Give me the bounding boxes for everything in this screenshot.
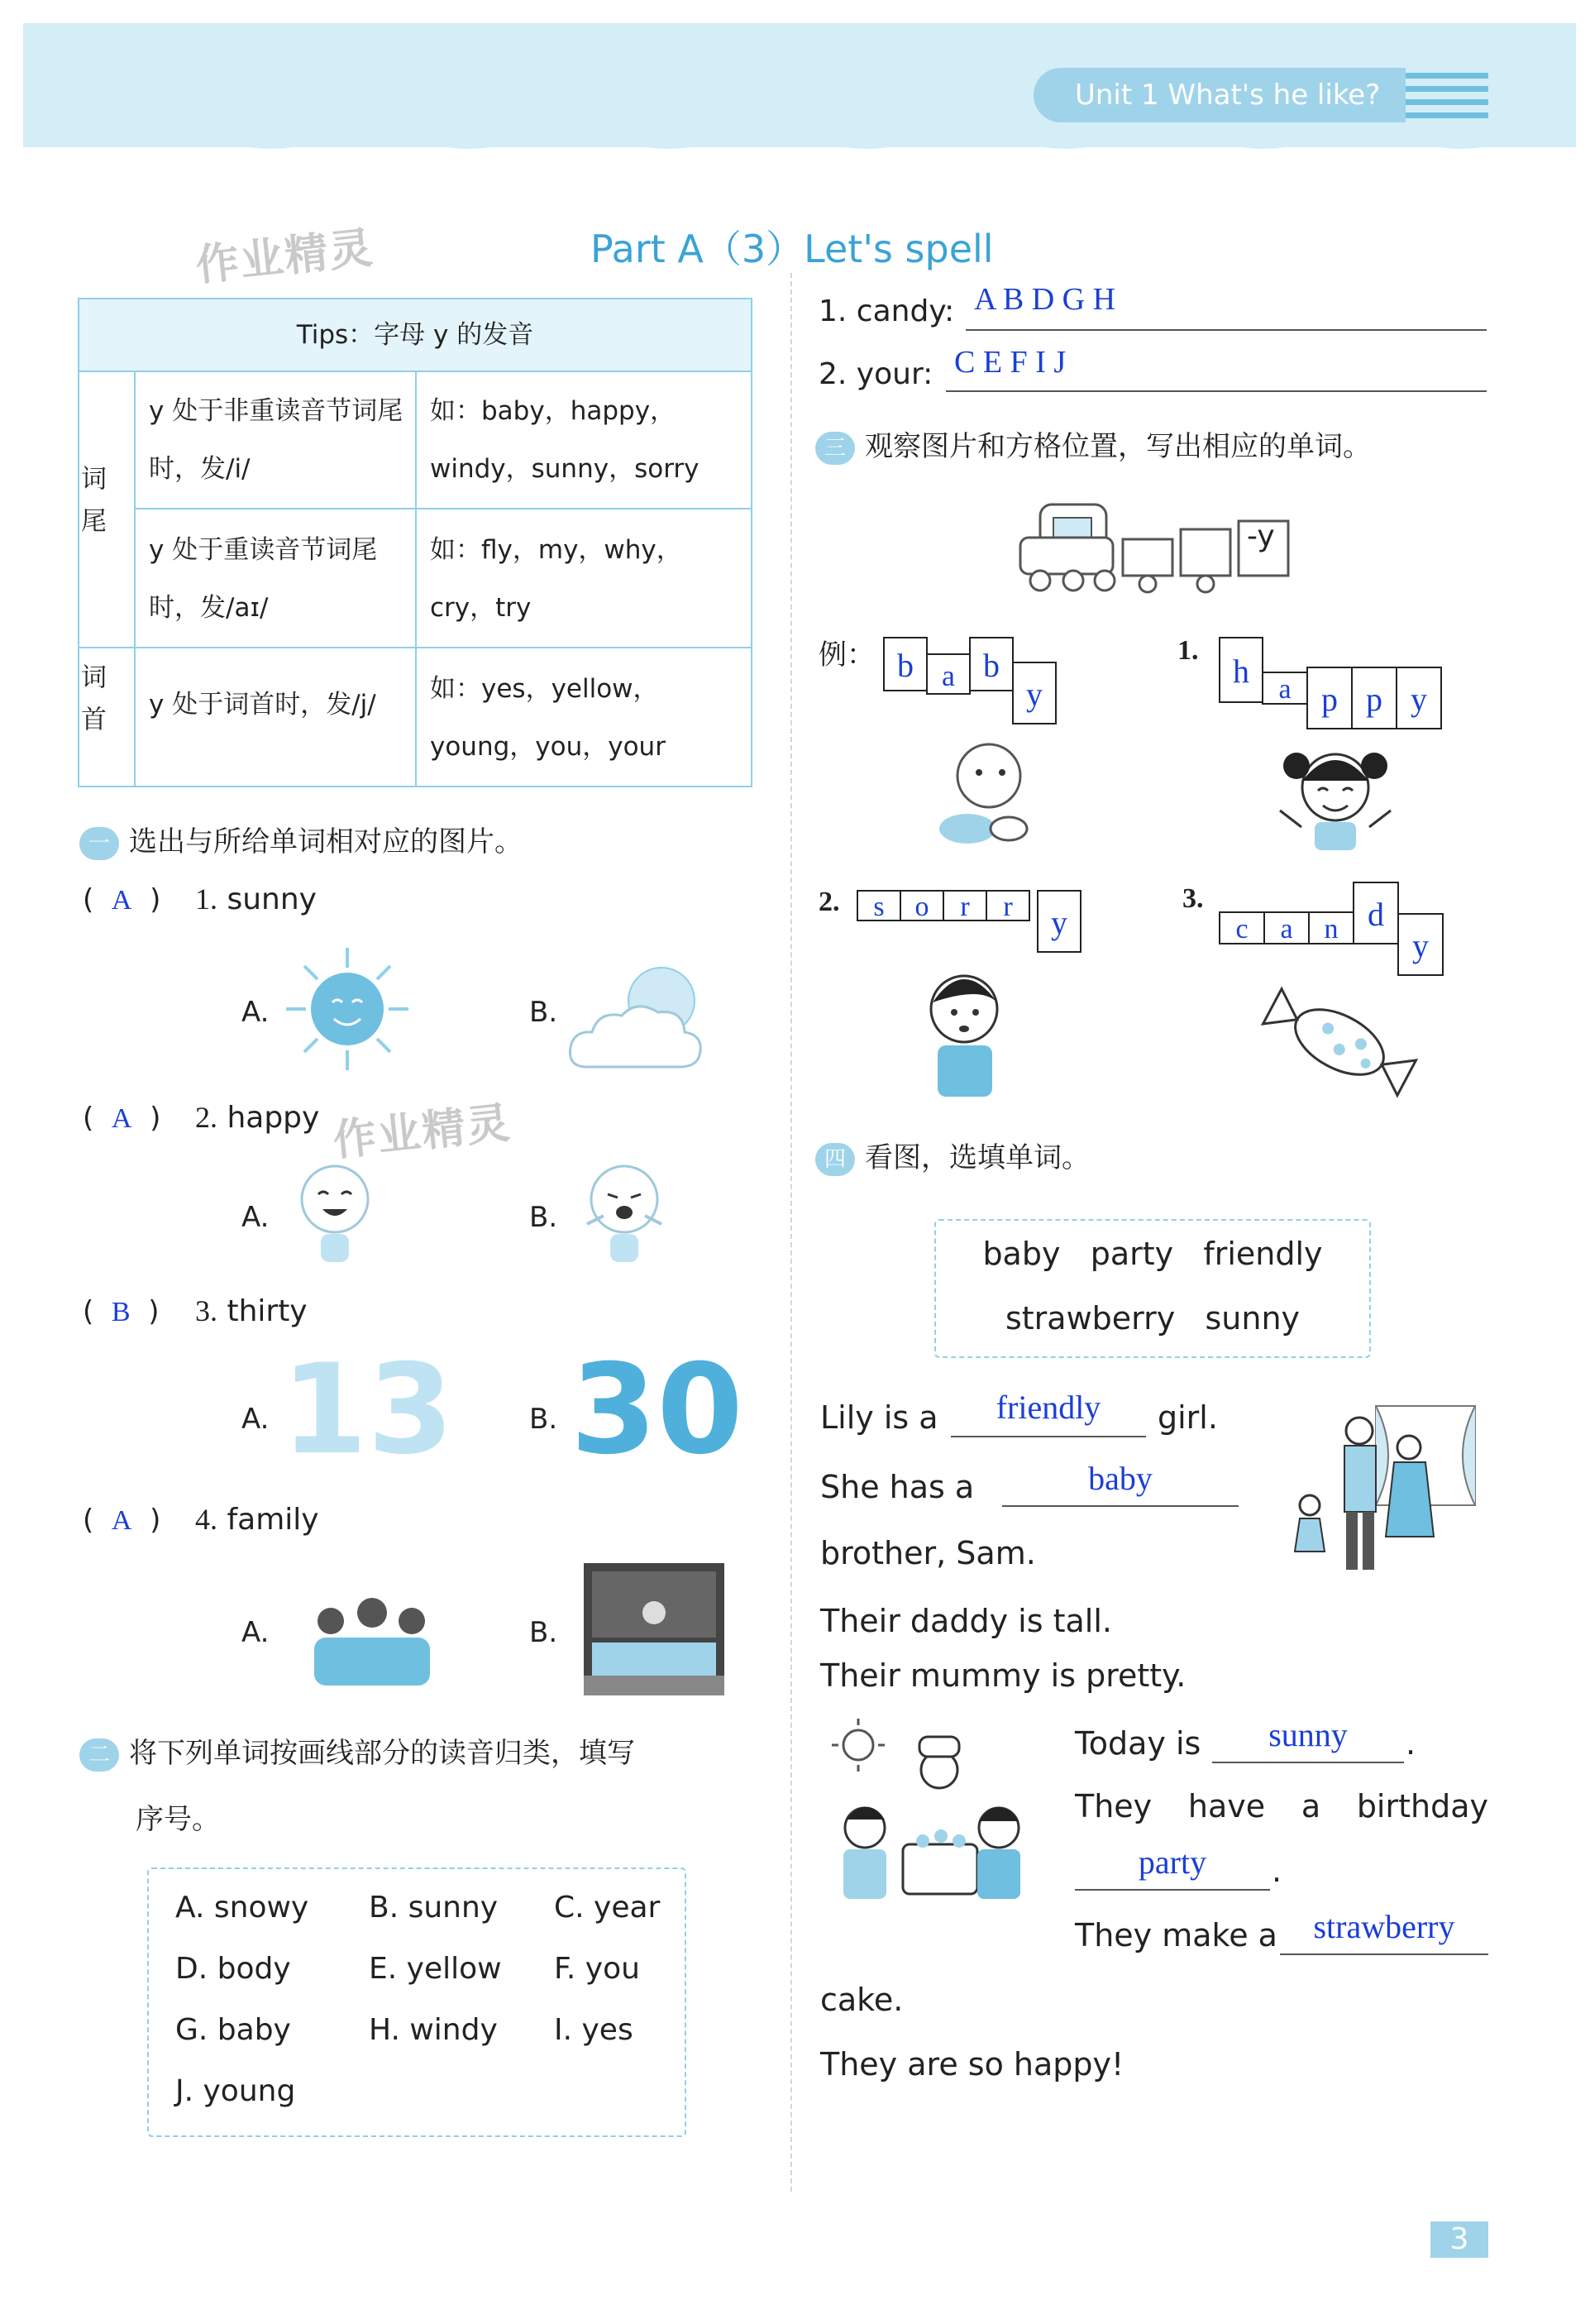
family-photo-icon xyxy=(306,1588,438,1687)
letter-box: p xyxy=(1351,667,1397,729)
answer-line xyxy=(1075,1889,1270,1891)
s6-answer: party xyxy=(1138,1843,1207,1881)
tips-rule-1: y 处于非重读音节词尾时，发/i/ xyxy=(149,396,403,484)
answer-line xyxy=(1280,1953,1488,1955)
tips-group-end: 词尾 xyxy=(76,465,106,549)
example-label: 例： xyxy=(819,638,875,672)
candy-answer: A B D G H xyxy=(974,282,1116,317)
answer-line xyxy=(946,390,1487,392)
candy-icon xyxy=(1257,984,1422,1100)
word-d: D. body xyxy=(175,1952,291,1986)
word-b: B. sunny xyxy=(369,1891,499,1925)
section2-instruction-1: 将下列单词按画线部分的读音归类，填写 xyxy=(129,1737,635,1770)
s1-post: girl. xyxy=(1158,1399,1218,1436)
column-divider xyxy=(790,273,792,2192)
crying-baby-icon xyxy=(571,1158,678,1274)
option-a-label: A. xyxy=(241,1403,270,1436)
letter-box: n xyxy=(1308,911,1354,944)
s7-post: cake. xyxy=(820,1982,904,2018)
baby-crawling-icon xyxy=(934,736,1042,852)
tips-rule-2: y 处于重读音节词尾时，发/aɪ/ xyxy=(149,535,378,623)
letter-box: h xyxy=(1219,637,1263,703)
bank-line-1: baby party friendly xyxy=(982,1236,1323,1272)
section3-instruction: 观察图片和方格位置，写出相应的单词。 xyxy=(865,430,1371,463)
tips-rule-3: y 处于词首时，发/j/ xyxy=(149,690,376,720)
letter-box: a xyxy=(1262,672,1308,705)
s4: Their mummy is pretty. xyxy=(820,1657,1187,1694)
family-scene-icon xyxy=(1285,1398,1483,1588)
answer-paren: ( A ) xyxy=(83,1102,161,1135)
period: . xyxy=(1272,1853,1282,1889)
letter-box: a xyxy=(1263,911,1310,944)
section4-instruction: 看图，选填单词。 xyxy=(865,1141,1090,1174)
s5-pre: Today is xyxy=(1075,1725,1201,1762)
section4-badge: 四 xyxy=(815,1143,855,1176)
period: . xyxy=(1406,1725,1416,1762)
watermark: 作业精灵 xyxy=(193,222,377,292)
tips-example-2: 如：fly，my，why，cry，try xyxy=(430,535,682,623)
option-b-label: B. xyxy=(529,1616,558,1649)
wave-decoration xyxy=(23,132,1576,165)
word-h: H. windy xyxy=(369,2013,498,2047)
answer-1: A xyxy=(111,885,132,916)
classroom-photo-icon xyxy=(584,1563,724,1695)
word-c: C. year xyxy=(554,1891,661,1925)
item-3: 3. thirty xyxy=(195,1294,308,1328)
s7-answer: strawberry xyxy=(1313,1908,1455,1945)
sorry-boy-icon xyxy=(913,959,1020,1100)
answer-line xyxy=(1212,1762,1404,1763)
answer-line xyxy=(951,1436,1146,1437)
letter-box: y xyxy=(1037,890,1081,953)
word-f: F. you xyxy=(554,1952,640,1986)
tips-group-start: 词首 xyxy=(76,663,106,748)
s7-pre: They make a xyxy=(1075,1917,1277,1953)
word-i: I. yes xyxy=(554,2013,633,2047)
laughing-baby-icon xyxy=(281,1158,389,1274)
unit-label: Unit 1 What's he like? xyxy=(1034,68,1406,122)
tips-table xyxy=(78,298,752,787)
word-e: E. yellow xyxy=(369,1952,502,1986)
happy-girl-icon xyxy=(1265,736,1406,852)
page-number: 3 xyxy=(1430,2221,1488,2258)
letter-box: y xyxy=(1397,913,1444,976)
letter-box: r xyxy=(986,890,1030,921)
section1-heading xyxy=(79,819,523,860)
section2-instruction-2: 序号。 xyxy=(136,1803,220,1836)
s5-answer: sunny xyxy=(1268,1716,1348,1753)
option-a-label: A. xyxy=(241,1616,270,1649)
page-title: Part A（3）Let's spell xyxy=(590,227,994,271)
header-stripe xyxy=(1406,86,1488,92)
header-stripe xyxy=(1406,99,1488,105)
section2-badge: 二 xyxy=(79,1738,119,1772)
bank-line-2: strawberry sunny xyxy=(1005,1300,1301,1337)
section4-heading xyxy=(815,1135,1090,1176)
item-2: 2. happy xyxy=(195,1101,320,1135)
answer-paren: ( A ) xyxy=(83,883,161,916)
birthday-party-icon xyxy=(824,1712,1055,1910)
q2-number: 2. xyxy=(819,887,840,917)
option-a-label: A. xyxy=(241,996,270,1029)
letter-box: y xyxy=(1396,667,1442,729)
letter-box: c xyxy=(1219,911,1265,944)
letter-box: b xyxy=(969,637,1014,691)
answer-line xyxy=(1002,1505,1239,1507)
letter-box: d xyxy=(1353,882,1399,944)
answer-2: A xyxy=(111,1103,132,1134)
letter-box: s xyxy=(857,890,901,921)
word-j: J. young xyxy=(175,2074,296,2108)
your-label: 2. your: xyxy=(819,357,933,391)
letter-box: a xyxy=(926,653,971,695)
train-suffix-label: -y xyxy=(1247,519,1275,553)
item-4: 4. family xyxy=(195,1503,319,1537)
s2-post: brother, Sam. xyxy=(820,1535,1036,1571)
s6-pre: They have a birthday xyxy=(1075,1788,1488,1824)
q1-number: 1. xyxy=(1177,635,1199,666)
s8: They are so happy! xyxy=(820,2046,1124,2083)
answer-paren: ( A ) xyxy=(83,1504,161,1537)
header-stripe xyxy=(1406,112,1488,118)
section2-heading xyxy=(79,1730,635,1772)
answer-4: A xyxy=(111,1505,132,1536)
watermark: 作业精灵 xyxy=(331,1097,514,1167)
letter-box: r xyxy=(943,890,987,921)
thirteen-figure-icon: 13 xyxy=(281,1338,454,1482)
sun-icon xyxy=(281,943,413,1075)
s1-answer: friendly xyxy=(996,1389,1101,1426)
answer-line xyxy=(966,329,1487,331)
item-1: 1. sunny xyxy=(195,882,317,916)
answer-3: B xyxy=(111,1297,131,1327)
cloudy-sun-icon xyxy=(562,951,728,1083)
section3-badge: 三 xyxy=(815,432,855,465)
option-b-label: B. xyxy=(529,996,558,1029)
tips-example-1: 如：baby，happy，windy，sunny，sorry xyxy=(430,396,700,484)
word-a: A. snowy xyxy=(175,1891,309,1925)
your-answer: C E F I J xyxy=(954,345,1067,380)
letter-box: y xyxy=(1012,662,1057,724)
option-b-label: B. xyxy=(529,1403,558,1436)
letter-box: b xyxy=(883,637,928,691)
word-g: G. baby xyxy=(175,2013,291,2047)
number-thirty-image: 30 xyxy=(571,1338,743,1482)
s2-answer: baby xyxy=(1088,1460,1153,1497)
section1-badge: 一 xyxy=(79,827,119,860)
header-stripe xyxy=(1406,73,1488,79)
answer-paren: ( B ) xyxy=(83,1295,160,1328)
option-b-label: B. xyxy=(529,1201,558,1234)
s3: Their daddy is tall. xyxy=(820,1603,1112,1639)
s1-pre: Lily is a xyxy=(820,1399,938,1436)
section1-instruction: 选出与所给单词相对应的图片。 xyxy=(129,825,523,858)
section3-heading xyxy=(815,423,1371,465)
letter-box: o xyxy=(900,890,944,921)
tips-example-3: 如：yes，yellow，young，you，your xyxy=(430,674,666,762)
candy-label: 1. candy: xyxy=(819,294,955,328)
q3-number: 3. xyxy=(1182,883,1204,914)
option-a-label: A. xyxy=(241,1201,270,1234)
tips-header: Tips：字母 y 的发音 xyxy=(79,299,751,372)
s2-pre: She has a xyxy=(820,1469,975,1505)
letter-box: p xyxy=(1306,667,1353,729)
